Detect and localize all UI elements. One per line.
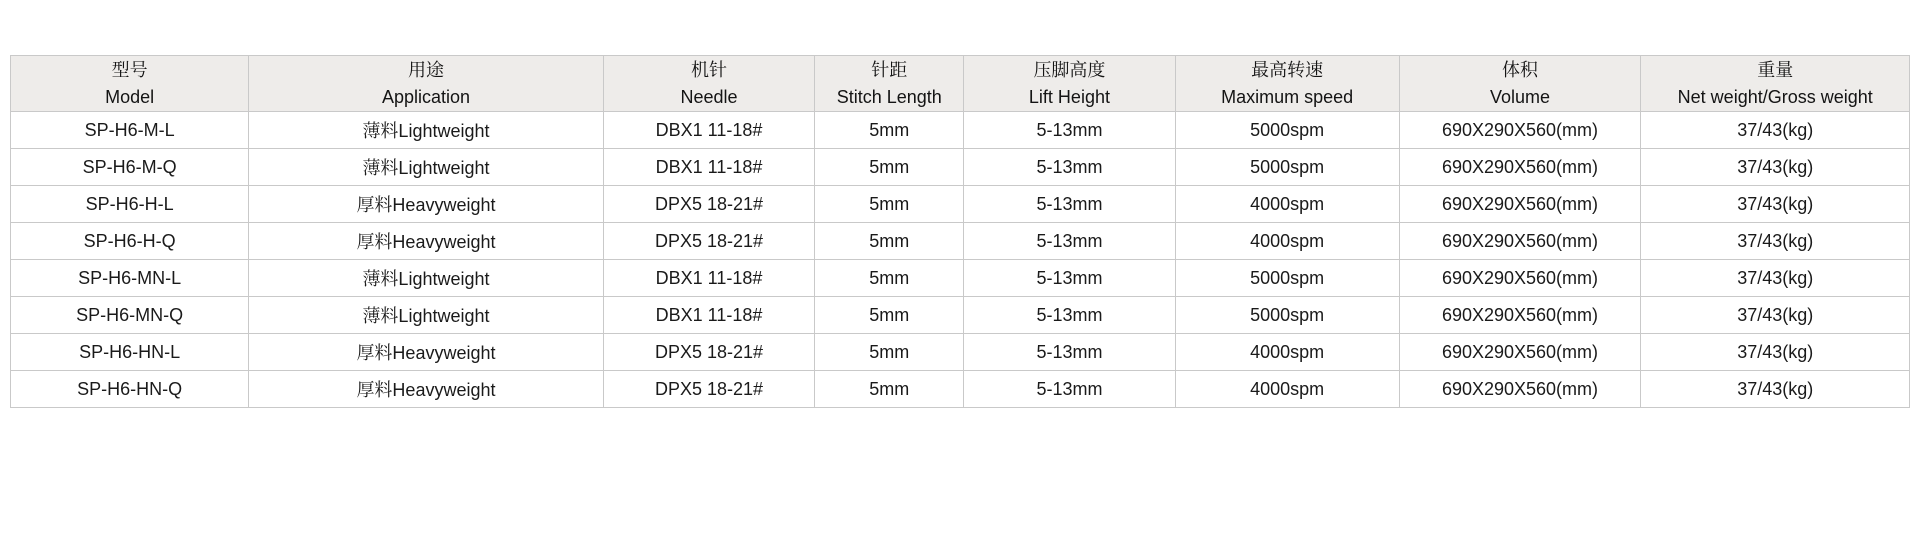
table-cell: 5mm <box>815 260 964 297</box>
table-cell: 4000spm <box>1175 223 1399 260</box>
table-cell: DBX1 11-18# <box>603 149 815 186</box>
column-header-en: Volume <box>1489 86 1551 107</box>
column-header-en: Net weight/Gross weight <box>1677 86 1873 107</box>
column-header <box>815 56 964 112</box>
table-cell: 薄料Lightweight <box>249 149 603 186</box>
table-cell: 690X290X560(mm) <box>1399 371 1641 408</box>
column-header-zh: 体积 <box>1502 60 1538 81</box>
table-cell: 5-13mm <box>964 297 1176 334</box>
table-cell: 37/43(kg) <box>1641 223 1910 260</box>
table-cell: DPX5 18-21# <box>603 186 815 223</box>
column-header <box>603 56 815 112</box>
table-cell: 37/43(kg) <box>1641 371 1910 408</box>
table-row <box>11 149 1910 186</box>
table-cell: 4000spm <box>1175 371 1399 408</box>
table-cell: SP-H6-HN-Q <box>11 371 249 408</box>
table-row <box>11 334 1910 371</box>
column-header <box>1399 56 1641 112</box>
table-cell: 5mm <box>815 149 964 186</box>
table-cell: 690X290X560(mm) <box>1399 149 1641 186</box>
table-row <box>11 371 1910 408</box>
table-cell: 薄料Lightweight <box>249 112 603 149</box>
table-row <box>11 186 1910 223</box>
table-cell: 薄料Lightweight <box>249 297 603 334</box>
column-header-en: Application <box>381 86 470 107</box>
table-cell: DBX1 11-18# <box>603 112 815 149</box>
table-cell: 690X290X560(mm) <box>1399 334 1641 371</box>
table-cell: 厚料Heavyweight <box>249 223 603 260</box>
table-cell: 690X290X560(mm) <box>1399 260 1641 297</box>
table-cell: DPX5 18-21# <box>603 371 815 408</box>
table-cell: 5-13mm <box>964 371 1176 408</box>
table-header <box>11 56 1910 112</box>
column-header <box>964 56 1176 112</box>
table-cell: 5mm <box>815 334 964 371</box>
table-cell: 5000spm <box>1175 112 1399 149</box>
table-cell: 5mm <box>815 371 964 408</box>
table-cell: 5mm <box>815 223 964 260</box>
table-cell: 厚料Heavyweight <box>249 371 603 408</box>
table-cell: 690X290X560(mm) <box>1399 223 1641 260</box>
table-cell: SP-H6-M-L <box>11 112 249 149</box>
table-cell: 5-13mm <box>964 112 1176 149</box>
table-cell: SP-H6-M-Q <box>11 149 249 186</box>
table-cell: 5-13mm <box>964 260 1176 297</box>
table-cell: DPX5 18-21# <box>603 223 815 260</box>
table-cell: 5mm <box>815 297 964 334</box>
column-header-en: Stitch Length <box>836 86 942 107</box>
column-header-zh: 压脚高度 <box>1033 60 1106 81</box>
column-header-en: Model <box>105 86 155 107</box>
column-header <box>1641 56 1910 112</box>
table-row <box>11 223 1910 260</box>
column-header-zh: 用途 <box>407 60 444 81</box>
table-cell: 5mm <box>815 186 964 223</box>
table-cell: 薄料Lightweight <box>249 260 603 297</box>
table-body <box>11 112 1910 408</box>
table-cell: 37/43(kg) <box>1641 186 1910 223</box>
table-cell: 4000spm <box>1175 334 1399 371</box>
column-header-zh: 针距 <box>871 60 908 81</box>
column-header <box>11 56 249 112</box>
column-header-en: Lift Height <box>1028 86 1110 107</box>
column-header-zh: 最高转速 <box>1251 60 1324 81</box>
table-cell: 厚料Heavyweight <box>249 186 603 223</box>
table-cell: 5000spm <box>1175 297 1399 334</box>
table-cell: 690X290X560(mm) <box>1399 112 1641 149</box>
column-header-zh: 型号 <box>111 60 148 81</box>
table-cell: 5-13mm <box>964 186 1176 223</box>
table-cell: SP-H6-MN-Q <box>11 297 249 334</box>
table-cell: SP-H6-H-L <box>11 186 249 223</box>
table-cell: 5mm <box>815 112 964 149</box>
table-cell: 690X290X560(mm) <box>1399 297 1641 334</box>
table-cell: 5-13mm <box>964 334 1176 371</box>
table-cell: 5-13mm <box>964 223 1176 260</box>
column-header-en: Maximum speed <box>1221 86 1354 107</box>
column-header-zh: 机针 <box>691 60 727 81</box>
table-cell: SP-H6-MN-L <box>11 260 249 297</box>
specification-table <box>10 55 1910 408</box>
table-cell: DBX1 11-18# <box>603 297 815 334</box>
specification-sheet <box>10 55 1910 408</box>
table-row <box>11 112 1910 149</box>
table-cell: 37/43(kg) <box>1641 112 1910 149</box>
table-cell: SP-H6-HN-L <box>11 334 249 371</box>
table-cell: 4000spm <box>1175 186 1399 223</box>
column-header <box>1175 56 1399 112</box>
column-header-zh: 重量 <box>1757 60 1794 81</box>
table-cell: 5-13mm <box>964 149 1176 186</box>
table-row <box>11 260 1910 297</box>
table-cell: 5000spm <box>1175 149 1399 186</box>
table-cell: 37/43(kg) <box>1641 297 1910 334</box>
table-cell: 37/43(kg) <box>1641 149 1910 186</box>
table-cell: 690X290X560(mm) <box>1399 186 1641 223</box>
column-header-en: Needle <box>680 86 738 107</box>
column-header <box>249 56 603 112</box>
table-cell: 5000spm <box>1175 260 1399 297</box>
header-row <box>11 56 1910 112</box>
table-cell: SP-H6-H-Q <box>11 223 249 260</box>
table-cell: 37/43(kg) <box>1641 334 1910 371</box>
table-cell: DPX5 18-21# <box>603 334 815 371</box>
table-cell: 厚料Heavyweight <box>249 334 603 371</box>
table-row <box>11 297 1910 334</box>
table-cell: 37/43(kg) <box>1641 260 1910 297</box>
table-cell: DBX1 11-18# <box>603 260 815 297</box>
